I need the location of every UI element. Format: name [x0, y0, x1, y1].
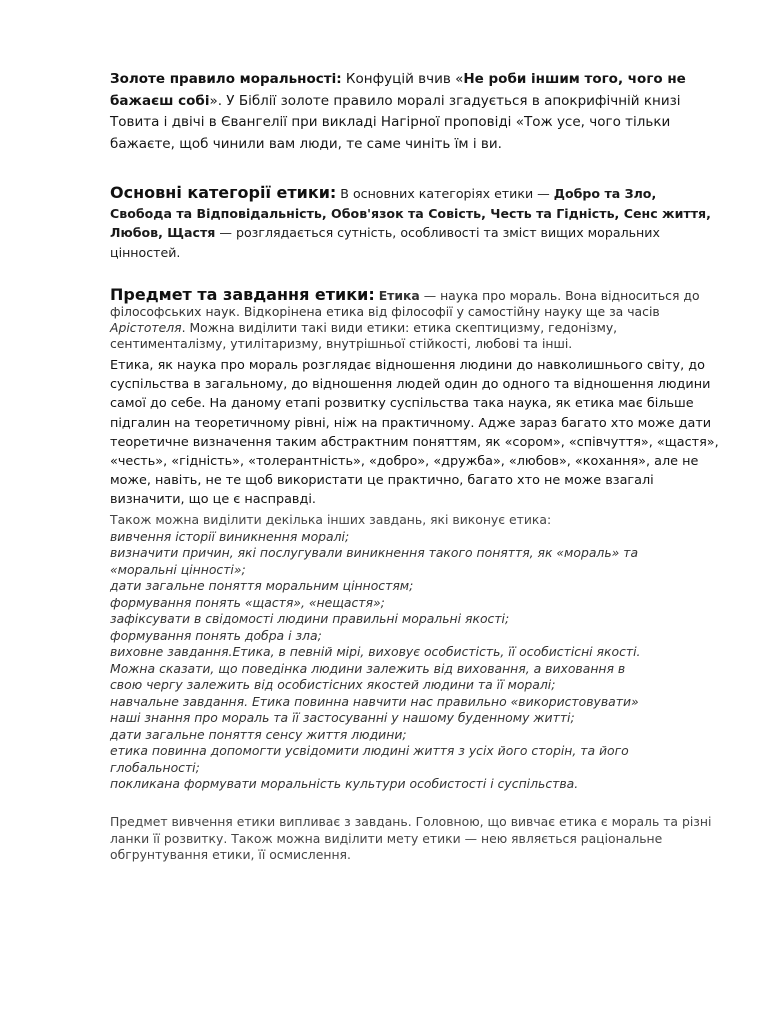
categories-text-1: В основних категоріях етики —	[336, 186, 554, 201]
task-line: формування понять «щастя», «нещастя»;	[110, 594, 385, 610]
subject-aristotle: Арістотеля	[110, 320, 182, 335]
task-line: Можна сказати, що поведінка людини залежить від виховання, а виховання в	[110, 660, 626, 676]
task-line: етика повинна допомогти усвідомити людині життя з усіх його сторін, та його	[110, 743, 629, 758]
subject-heading: Предмет та завдання етики:	[110, 285, 375, 304]
categories-list: Добро та Зло, Свобода та Відповідальність, Обов'язок та Совість, Честь та Гідність, Сенс життя, Любов, Щастя	[110, 186, 711, 240]
task-line: визначити причин, які послугували виникнення такого поняття, як «мораль» та	[110, 545, 639, 560]
golden-rule-text-2: ». У Біблії золоте правило моралі згадується в апокрифічній книзі Товита і двічі в Євангелії при викладі Нагірної проповіді «Тож усе, чого тільки бажаєте, щоб чинили вам люди, те саме чиніть їм і ви.	[110, 92, 681, 152]
science-paragraph: Етика, як наука про мораль розглядає відношення людини до навколишнього світу, до суспільства в загальному, до відношення людей один до одного та відношення людини самої до себе. На даному етапі розвитку суспільства така наука, як етика має більше підгалин на теоретичному рівні, ніж на практичному. Адже зараз багато хто може дати теоретичне визначення таким абстрактним поняттям, як «сором», «співчуття», «щастя», «честь», «гідність», «толерантність», «добро», «дружба», «любов», «кохання», але не може, навіть, не те щоб використати це практично, багато хто не може взагалі визначити, що це є насправді.	[110, 358, 719, 508]
task-line: дати загальне поняття моральним цінностям;	[110, 578, 414, 593]
subject-term: Етика	[378, 288, 420, 303]
categories-text-2: — розглядається сутність, особливості та зміст вищих моральних цінностей.	[110, 225, 660, 260]
task-line: «моральні цінності»;	[110, 561, 246, 577]
golden-rule-paragraph	[110, 69, 720, 155]
task-line: навчальне завдання. Етика повинна навчити нас правильно «використовувати»	[110, 693, 639, 709]
categories-heading: Основні категорії етики:	[110, 183, 337, 202]
task-line: глобальності;	[110, 759, 200, 775]
subject-text-1: — наука про мораль. Вона відноситься до філософських наук. Відкорінена етика від філософії у самостійну науку ще за часів	[110, 288, 700, 319]
conclusion-paragraph: Предмет вивчення етики випливає з завдань. Головною, що вивчає етика є мораль та різні ланки її розвитку. Також можна виділити мету етики — нею являється раціональне обгрунтування етики, її осмислення.	[110, 814, 712, 862]
task-line: вивчення історії виникнення моралі;	[110, 528, 350, 544]
golden-rule-text-1: Конфуцій вчив «	[341, 71, 464, 87]
task-line: дати загальне поняття сенсу життя людини;	[110, 726, 407, 742]
task-line: зафіксувати в свідомості людини правильні моральні якості;	[110, 611, 510, 626]
task-line: свою чергу залежить від особистісних якостей людини та її моралі;	[110, 677, 556, 692]
task-line: виховне завдання.Етика, в певній мірі, виховує особистість, її особистісні якості.	[110, 644, 641, 659]
subject-paragraph	[110, 287, 720, 352]
categories-paragraph	[110, 183, 720, 262]
task-line: формування понять добра і зла;	[110, 627, 322, 643]
golden-rule-heading: Золоте правило моральності:	[110, 71, 342, 87]
subject-text-2: . Можна виділити такі види етики: етика скептицизму, гедонізму, сентименталізму, утилітаризму, внутрішньої стійкості, любові та інші.	[110, 320, 618, 351]
golden-rule-quote: Не роби іншим того, чого не бажаєш собі	[110, 71, 686, 109]
tasks-list	[110, 512, 720, 793]
tasks-intro: Також можна виділити декілька інших завдань, які виконує етика:	[110, 512, 552, 527]
task-line: покликана формувати моральність культури особистості і суспільства.	[110, 776, 579, 791]
task-line: наші знання про мораль та її застосуванні у нашому буденному житті;	[110, 710, 575, 725]
